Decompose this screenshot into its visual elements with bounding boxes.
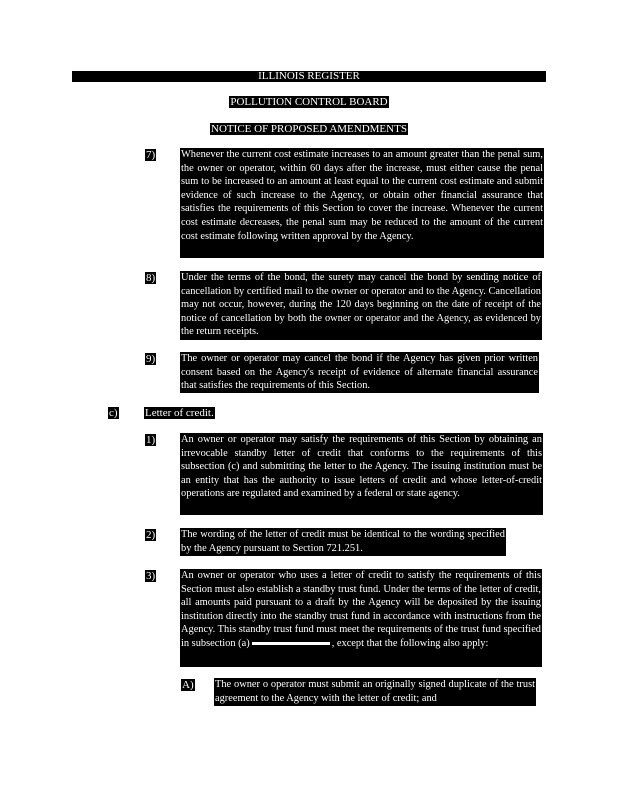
- register-header-bar: [72, 71, 546, 82]
- section-title: Letter of credit.: [145, 407, 214, 419]
- item-marker: 9): [146, 353, 156, 365]
- paragraph-c-3-text: An owner or operator who uses a letter of credit to satisfy the requirements of this Section must also establish a standby trust fund. Under the terms of the letter of credit, all amounts paid pursuant to a draft by the Agency will be deposited by the issuing institution directly into the standby trust fund in accordance with instructions from the Agency. This standby trust fund must meet the requirements of the trust fund specified in subsection (a): [181, 570, 541, 649]
- item-marker: 2): [146, 529, 156, 541]
- paragraph-c-3-a: The owner o operator must submit an originally signed duplicate of the trust agreement to the Agency with the letter of credit; and: [214, 678, 536, 706]
- notice-title-line: [0, 123, 618, 135]
- paragraph-c-3: [180, 569, 542, 667]
- item-marker: 3): [146, 570, 156, 582]
- board-name: POLLUTION CONTROL BOARD: [230, 96, 388, 108]
- board-name-line: [0, 96, 618, 108]
- item-marker: 1): [146, 434, 156, 446]
- paragraph-item-7: Whenever the current cost estimate increases to an amount greater than the penal sum, the owner or operator, within 60 days after the increase, must either cause the penal sum to be increased to an amount at least equal to the current cost estimate and submit evidence of such increase to the Agency, or obtain other financial assurance that satisfies the requirements of this Section to cover the increase. Whenever the current cost estimate decreases, the penal sum may be reduced to the amount of the current cost estimate following written approval by the Agency.: [180, 148, 544, 258]
- paragraph-c-3-text-end: , except that the following also apply:: [331, 637, 489, 649]
- item-marker: 8): [146, 272, 156, 284]
- paragraph-c-2: The wording of the letter of credit must be identical to the wording specified by the Agency pursuant to Section 721.251.: [180, 528, 506, 556]
- register-title: ILLINOIS REGISTER: [258, 71, 360, 82]
- paragraph-c-1: An owner or operator may satisfy the requirements of this Section by obtaining an irrevocable standby letter of credit that conforms to the requirements of this subsection (c) and submitting the letter to the Agency. The issuing institution must be an entity that has the authority to issue letters of credit and whose letter-of-credit operations are regulated and examined by a federal or state agency.: [180, 433, 543, 515]
- paragraph-item-9: The owner or operator may cancel the bond if the Agency has given prior written consent based on the Agency's receipt of evidence of alternate financial assurance that satisfies the requirements of this Section.: [181, 353, 538, 392]
- paragraph-item-8: Under the terms of the bond, the surety may cancel the bond by sending notice of cancellation by certified mail to the owner or operator and to the Agency. Cancellation may not occur, however, during the 120 days beginning on the date of receipt of the notice of cancellation by both the owner or operator and the Agency, as evidenced by the return receipts.: [180, 271, 542, 340]
- redacted-text: [252, 642, 330, 645]
- notice-title: NOTICE OF PROPOSED AMENDMENTS: [211, 123, 407, 135]
- section-marker: c): [109, 407, 118, 419]
- item-marker: A): [182, 679, 194, 691]
- item-marker: 7): [146, 149, 156, 161]
